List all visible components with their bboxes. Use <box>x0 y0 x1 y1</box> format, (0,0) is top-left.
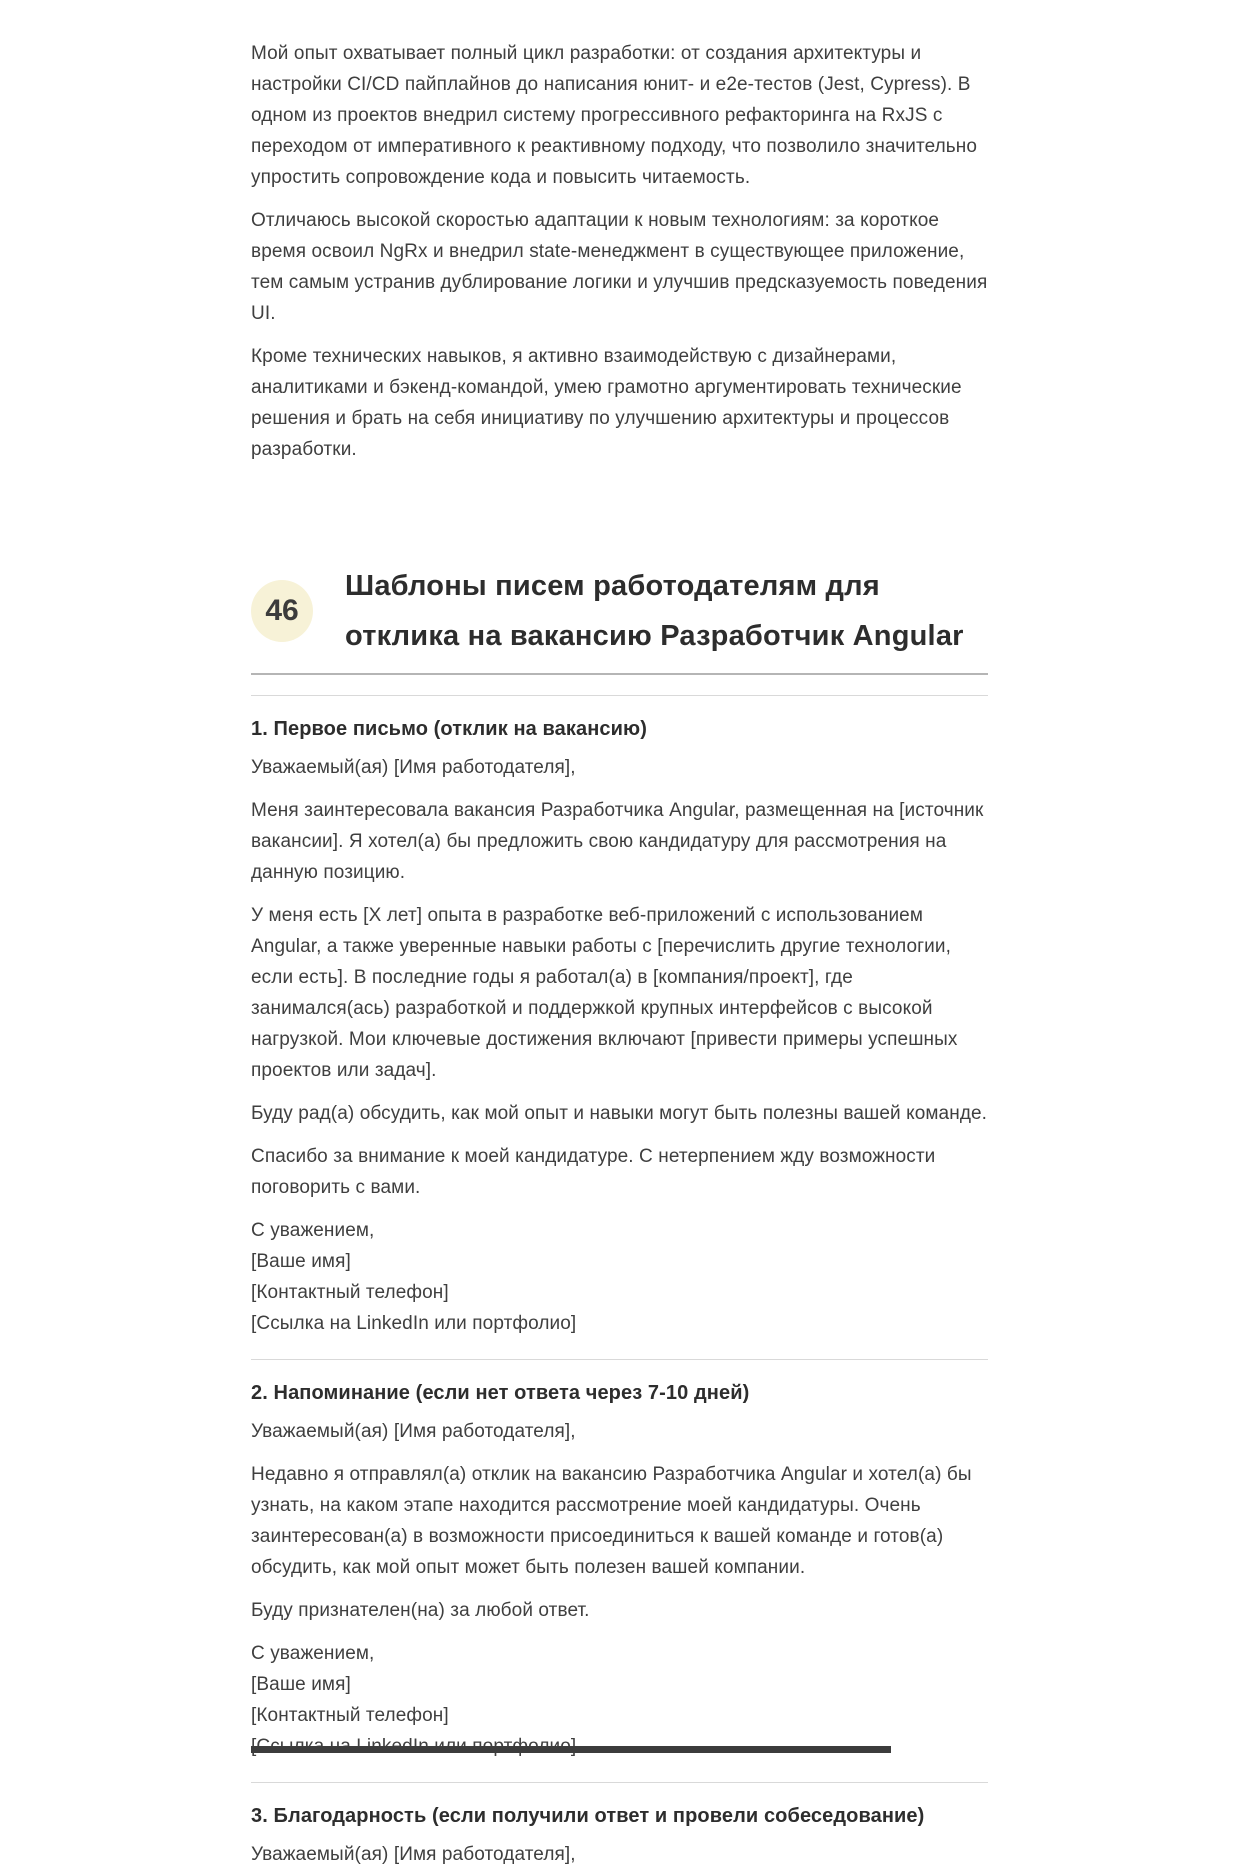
signature-line: [Ссылка на LinkedIn или портфолио] <box>251 1313 577 1334</box>
paragraph: Меня заинтересовала вакансия Разработчика Angular, размещенная на [источник вакансии]. Я хотел(а) бы предложить свою кандидатуру для рассмотрения на данную позицию. <box>251 800 984 883</box>
letter-section <box>251 1382 988 1762</box>
letter-section <box>251 718 988 1339</box>
signature-line: [Ваше имя] <box>251 1674 351 1695</box>
chapter-number: 46 <box>265 594 299 627</box>
paragraph: Уважаемый(ая) [Имя работодателя], <box>251 1421 576 1442</box>
paragraph: Уважаемый(ая) [Имя работодателя], <box>251 757 576 778</box>
signature-line: [Контактный телефон] <box>251 1282 449 1303</box>
title-divider-light <box>251 695 988 696</box>
paragraph: Буду признателен(на) за любой ответ. <box>251 1600 590 1621</box>
content-column <box>251 0 988 1870</box>
letter-section <box>251 1805 988 1870</box>
section-heading: 2. Напоминание (если нет ответа через 7-10 дней) <box>251 1382 750 1404</box>
intro-paragraph: Кроме технических навыков, я активно взаимодействую с дизайнерами, аналитиками и бэкенд-командой, умею грамотно аргументировать технические решения и брать на себя инициативу по улучшению архитектуры и процессов разработки. <box>251 346 962 460</box>
signature-block <box>251 1215 988 1339</box>
sections-container <box>251 718 988 1870</box>
paragraph: Уважаемый(ая) [Имя работодателя], <box>251 1844 576 1865</box>
chapter-number-badge <box>251 580 313 642</box>
signature-line: [Ваше имя] <box>251 1251 351 1272</box>
paragraph: Недавно я отправлял(а) отклик на вакансию Разработчика Angular и хотел(а) бы узнать, на каком этапе находится рассмотрение моей кандидатуры. Очень заинтересован(а) в возможности присоединиться к вашей команде и готов(а) обсудить, как мой опыт может быть полезен вашей компании. <box>251 1464 972 1578</box>
intro-paragraphs <box>251 38 988 465</box>
intro-paragraph: Отличаюсь высокой скоростью адаптации к новым технологиям: за короткое время освоил NgRx и внедрил state-менеджмент в существующее приложение, тем самым устранив дублирование логики и улучшив предсказуемость поведения UI. <box>251 210 988 324</box>
signature-block <box>251 1638 988 1762</box>
paragraph: Буду рад(а) обсудить, как мой опыт и навыки могут быть полезны вашей команде. <box>251 1103 988 1124</box>
title-divider-strong <box>251 673 988 675</box>
next-block-cutoff-bar <box>251 1746 891 1753</box>
paragraph: Спасибо за внимание к моей кандидатуре. С нетерпением жду возможности поговорить с вами. <box>251 1146 936 1198</box>
section-divider <box>251 1359 988 1360</box>
chapter-title: Шаблоны писем работодателям для отклика на вакансию Разработчик Angular <box>345 570 964 652</box>
paragraph: У меня есть [X лет] опыта в разработке веб-приложений с использованием Angular, а также уверенные навыки работы с [перечислить другие технологии, если есть]. В последние годы я работал(а) в [компания/проект], где занимался(ась) разработкой и поддержкой крупных интерфейсов с высокой нагрузкой. Мои ключевые достижения включают [привести примеры успешных проектов или задач]. <box>251 905 958 1081</box>
signature-line: С уважением, <box>251 1643 375 1664</box>
section-divider <box>251 1782 988 1783</box>
signature-line: [Контактный телефон] <box>251 1705 449 1726</box>
section-heading: 1. Первое письмо (отклик на вакансию) <box>251 718 647 740</box>
section-heading: 3. Благодарность (если получили ответ и провели собеседование) <box>251 1805 925 1827</box>
intro-paragraph: Мой опыт охватывает полный цикл разработки: от создания архитектуры и настройки CI/CD пайплайнов до написания юнит- и e2e-тестов (Jest, Cypress). В одном из проектов внедрил систему прогрессивного рефакторинга на RxJS с переходом от императивного к реактивному подходу, что позволило значительно упростить сопровождение кода и повысить читаемость. <box>251 43 978 188</box>
chapter-header <box>251 561 988 661</box>
signature-line: С уважением, <box>251 1220 375 1241</box>
